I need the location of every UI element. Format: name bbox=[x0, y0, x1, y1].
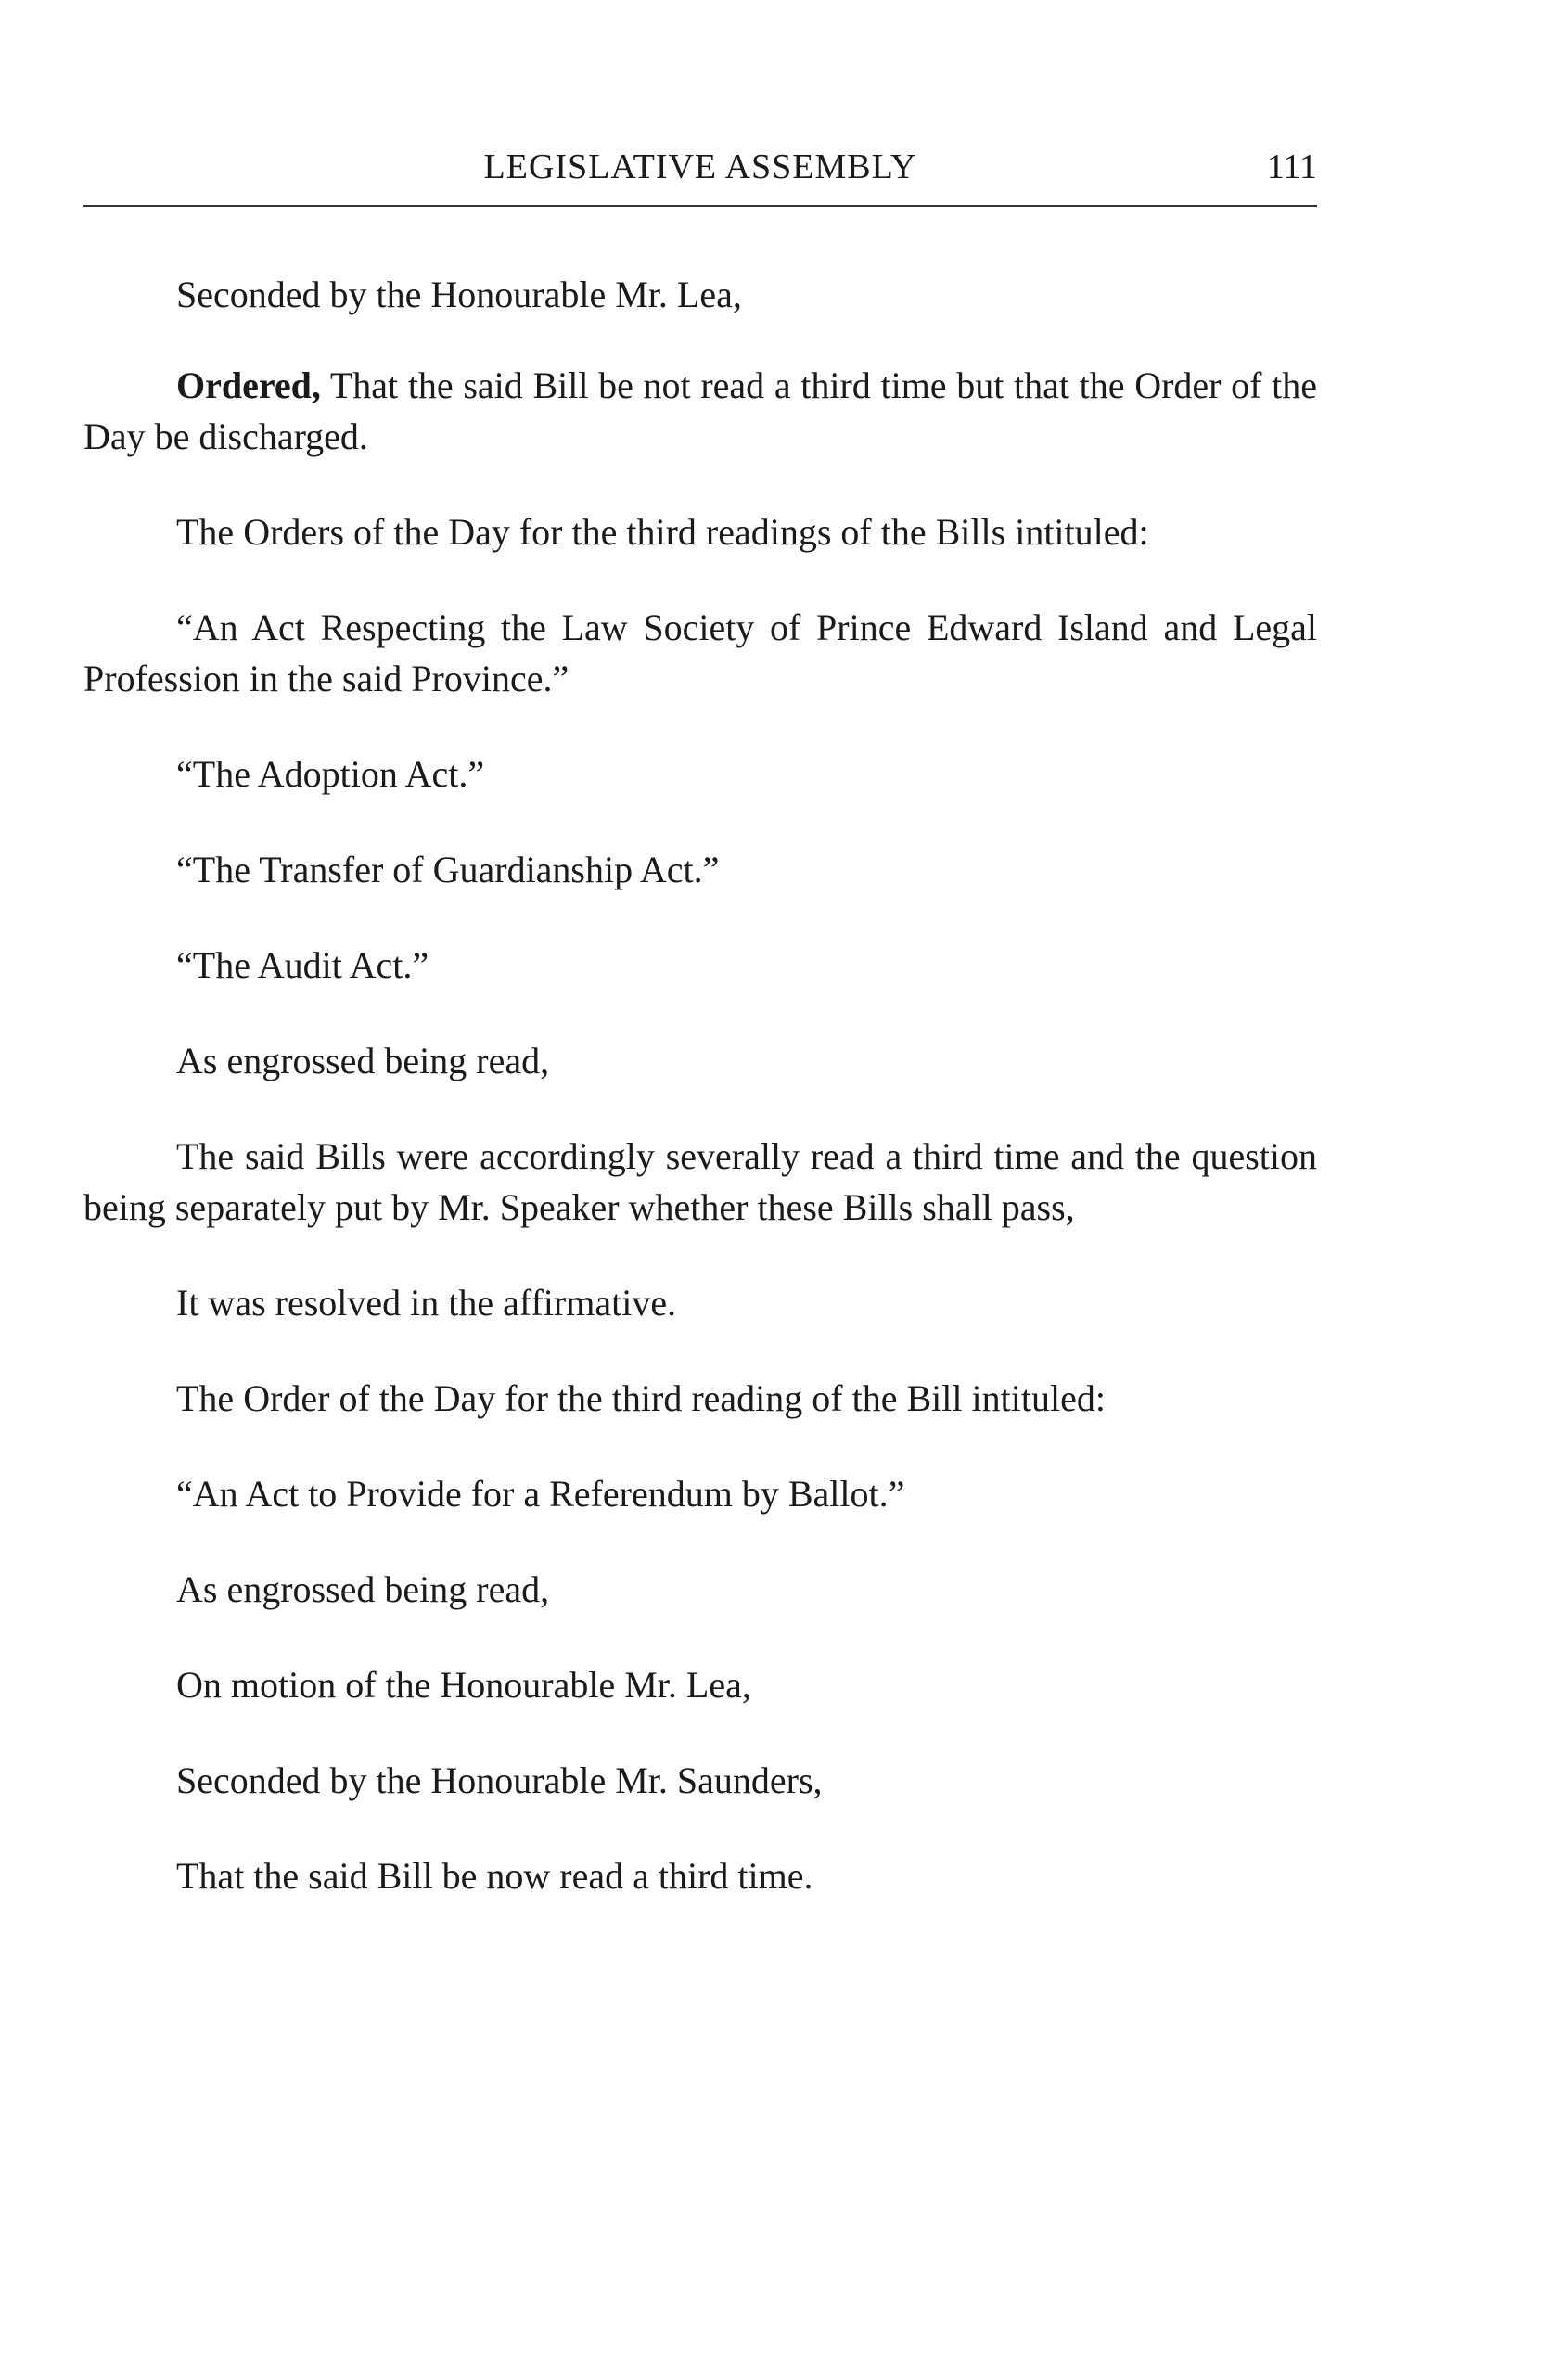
header-rule bbox=[83, 205, 1317, 207]
paragraph: It was resolved in the affirmative. bbox=[176, 1282, 677, 1324]
paragraph: As engrossed being read, bbox=[176, 1040, 550, 1081]
paragraph: The Orders of the Day for the third readings of the Bills intituled: bbox=[176, 511, 1149, 553]
paragraph: The said Bills were accordingly severally read a third time and the question being separately put by Mr. Speaker whether these Bills shall pass, bbox=[83, 1135, 1317, 1228]
ordered-lead: Ordered, bbox=[176, 365, 321, 406]
paragraph: “An Act to Provide for a Referendum by Ballot.” bbox=[176, 1473, 905, 1515]
paragraph: That the said Bill be now read a third time. bbox=[176, 1855, 813, 1897]
paragraph: On motion of the Honourable Mr. Lea, bbox=[176, 1664, 751, 1706]
page-header bbox=[83, 139, 1317, 195]
paragraph: “The Audit Act.” bbox=[176, 944, 429, 986]
page-number: 111 bbox=[1266, 147, 1317, 186]
document-body bbox=[83, 269, 1317, 1901]
paragraph: As engrossed being read, bbox=[176, 1568, 550, 1610]
paragraph: “An Act Respecting the Law Society of Prince Edward Island and Legal Profession in the said Province.” bbox=[83, 607, 1317, 699]
paragraph: “The Transfer of Guardianship Act.” bbox=[176, 849, 720, 890]
paragraph: Ordered, That the said Bill be not read a third time but that the Order of the Day be discharged. bbox=[83, 365, 1317, 457]
paragraph: “The Adoption Act.” bbox=[176, 753, 485, 795]
running-title: LEGISLATIVE ASSEMBLY bbox=[483, 147, 917, 186]
paragraph: Seconded by the Honourable Mr. Lea, bbox=[176, 274, 742, 315]
paragraph: Seconded by the Honourable Mr. Saunders, bbox=[176, 1759, 823, 1801]
paragraph: The Order of the Day for the third reading of the Bill intituled: bbox=[176, 1377, 1106, 1419]
